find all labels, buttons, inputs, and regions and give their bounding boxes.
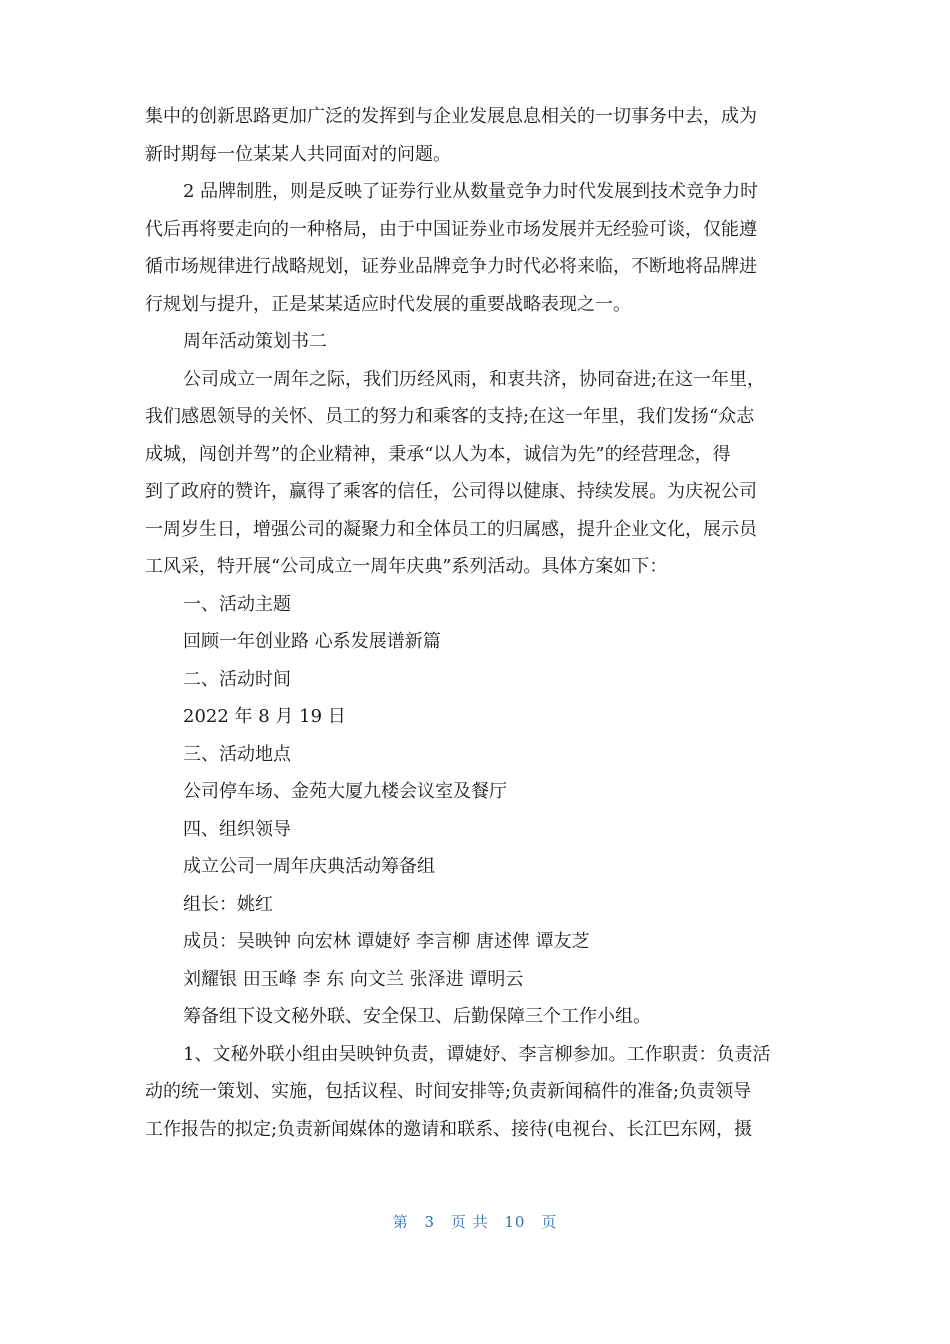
text-line: 动的统一策划、实施，包括议程、时间安排等;负责新闻稿件的准备;负责领导: [145, 1081, 752, 1102]
footer-prefix: 第: [392, 1213, 409, 1231]
text-line: 工风采，特开展“公司成立一周年庆典”系列活动。具体方案如下：: [145, 556, 668, 577]
text-line: 公司停车场、金苑大厦九楼会议室及餐厅: [183, 781, 507, 802]
text-line: 筹备组下设文秘外联、安全保卫、后勤保障三个工作小组。: [183, 1006, 651, 1027]
text-line: 三、活动地点: [183, 743, 291, 765]
text-line: 代后再将要走向的一种格局，由于中国证券业市场发展并无经验可谈，仅能遵: [145, 218, 757, 240]
text-line: 我们感恩领导的关怀、员工的努力和乘客的支持;在这一年里，我们发扬“众志: [145, 406, 755, 427]
text-line: 公司成立一周年之际，我们历经风雨，和衷共济，协同奋进;在这一年里，: [183, 368, 766, 390]
text-line: 工作报告的拟定;负责新闻媒体的邀请和联系、接待(电视台、长江巴东网，摄: [145, 1118, 753, 1140]
footer-total-pages: 10: [504, 1213, 526, 1231]
text-line: 新时期每一位某某人共同面对的问题。: [145, 143, 451, 165]
text-line: 一、活动主题: [183, 593, 291, 615]
page-footer: [0, 1211, 950, 1232]
document-body: [145, 98, 805, 1148]
text-line: 1、文秘外联小组由吴映钟负责，谭婕妤、李言柳参加。工作职责：负责活: [183, 1043, 771, 1065]
text-line: 循市场规律进行战略规划，证券业品牌竞争力时代必将来临，不断地将品牌进: [145, 256, 757, 277]
text-line: 刘耀银 田玉峰 李 东 向文兰 张泽进 谭明云: [183, 968, 524, 990]
footer-middle: 页 共: [450, 1213, 489, 1231]
text-line: 回顾一年创业路 心系发展谱新篇: [183, 631, 441, 652]
text-line: 一周岁生日，增强公司的凝聚力和全体员工的归属感，提升企业文化，展示员: [145, 518, 757, 540]
text-line: 周年活动策划书二: [183, 331, 327, 352]
text-line: 2022 年 8 月 19 日: [183, 706, 346, 727]
footer-current-page: 3: [424, 1213, 436, 1231]
text-line: 2 品牌制胜，则是反映了证券行业从数量竞争力时代发展到技术竞争力时: [183, 181, 759, 202]
footer-suffix: 页: [541, 1213, 558, 1231]
text-line: 成城，闯创并驾”的企业精神，秉承“以人为本，诚信为先”的经营理念，得: [145, 443, 731, 465]
text-line: 集中的创新思路更加广泛的发挥到与企业发展息息相关的一切事务中去，成为: [145, 106, 757, 127]
text-line: 成立公司一周年庆典活动筹备组: [183, 856, 435, 877]
text-line: 四、组织领导: [183, 818, 291, 840]
text-line: 二、活动时间: [183, 668, 291, 690]
text-line: 到了政府的赞许，赢得了乘客的信任，公司得以健康、持续发展。为庆祝公司: [145, 481, 757, 502]
text-line: 成员：吴映钟 向宏林 谭婕妤 李言柳 唐述俾 谭友芝: [183, 931, 590, 952]
text-line: 组长：姚红: [183, 893, 273, 915]
text-line: 行规划与提升，正是某某适应时代发展的重要战略表现之一。: [145, 293, 631, 315]
